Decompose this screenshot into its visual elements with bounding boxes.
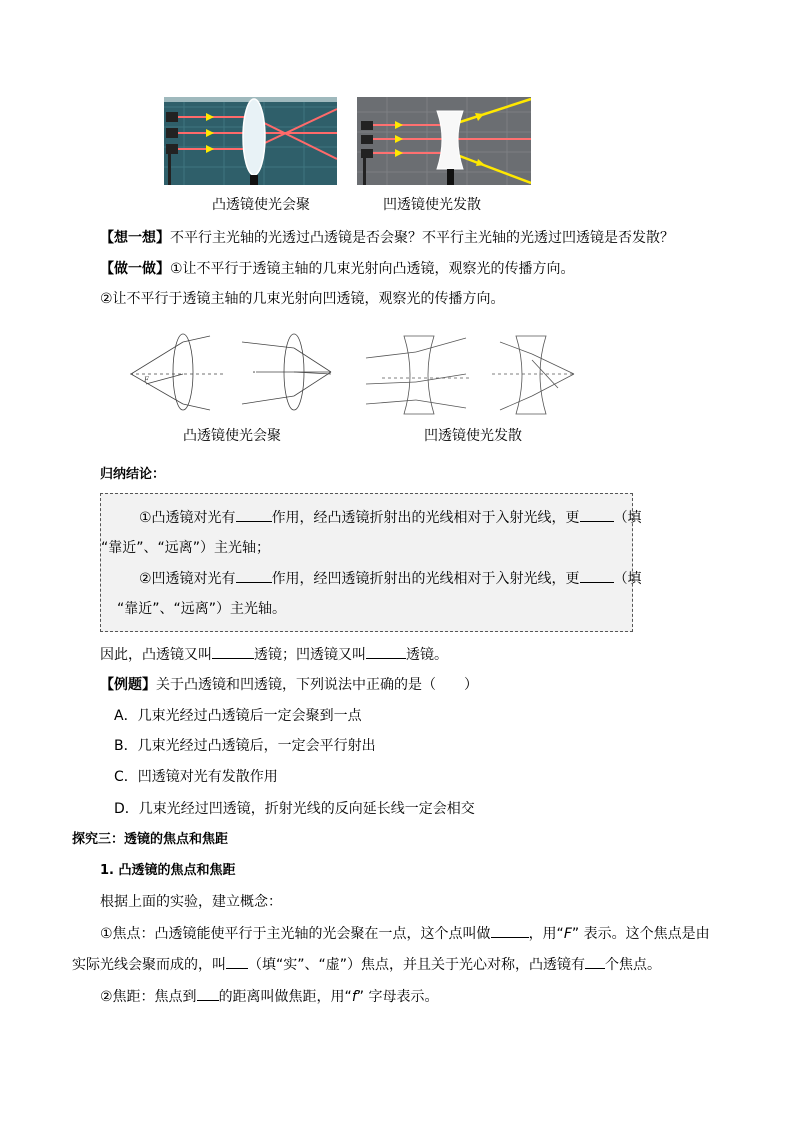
blank[interactable] (197, 986, 219, 1001)
focus-label: F (144, 376, 149, 384)
convex-photo-caption: 凸透镜使光会聚 (212, 197, 310, 213)
conclusion-line-3: ②凹透镜对光有 作用，经凹透镜折射出的光线相对于入射光线，更 （填 (139, 568, 642, 589)
blank[interactable] (491, 923, 529, 938)
conclusion-box (100, 493, 642, 632)
conclusion-line-2: “靠近”、“远离”）主光轴； (101, 540, 271, 556)
convex-ray-diagram (126, 330, 336, 415)
think-line (100, 228, 674, 248)
option-d: D．几束光经过凹透镜，折射光线的反向延长线一定会相交 (114, 801, 475, 817)
therefore-line: 因此，凸透镜又叫 透镜；凹透镜又叫 透镜。 (100, 644, 448, 665)
blank[interactable] (585, 954, 605, 969)
conclusion-line-4: “靠近”、“远离”）主光轴。 (117, 601, 287, 617)
concave-diagram-caption: 凹透镜使光发散 (424, 428, 522, 444)
think-text: 不平行主光轴的光透过凸透镜是否会聚？不平行主光轴的光透过凹透镜是否发散？ (170, 230, 674, 246)
option-a: A．几束光经过凸透镜后一定会聚到一点 (114, 708, 362, 724)
option-c: C．凹透镜对光有发散作用 (114, 769, 278, 785)
blank[interactable] (236, 507, 272, 522)
blank[interactable] (212, 644, 254, 659)
subsection-title: 1. 凸透镜的焦点和焦距 (100, 863, 236, 878)
conclusion-heading: 归纳结论： (100, 467, 166, 482)
example-question: 【例题】关于凸透镜和凹透镜，下列说法中正确的是（ ） (100, 677, 478, 693)
do-step-1: ①让不平行于透镜主轴的几束光射向凸透镜，观察光的传播方向。 (170, 261, 575, 277)
focal-length-line: ②焦距：焦点到 的距离叫做焦距，用“f” 字母表示。 (100, 986, 438, 1007)
blank[interactable] (580, 568, 614, 583)
intro-line: 根据上面的实验，建立概念： (100, 894, 282, 910)
do-tag: 【做一做】 (100, 261, 170, 277)
blank[interactable] (366, 644, 406, 659)
do-step-2: ②让不平行于透镜主轴的几束光射向凹透镜，观察光的传播方向。 (100, 291, 505, 307)
focus-line-1: ①焦点：凸透镜能使平行于主光轴的光会聚在一点，这个点叫做 ，用“F” 表示。这个焦点是由 (100, 923, 710, 944)
think-tag: 【想一想】 (100, 230, 170, 246)
focus-line-2: 实际光线会聚而成的，叫 （填“实”、“虚”）焦点，并且关于光心对称，凸透镜有 个焦点。 (72, 954, 661, 975)
blank[interactable] (226, 954, 248, 969)
concave-lens-photo (357, 97, 531, 185)
conclusion-line-1: ①凸透镜对光有 作用，经凸透镜折射出的光线相对于入射光线，更 （填 (139, 507, 642, 528)
convex-lens-photo (164, 97, 337, 185)
example-tag: 【例题】 (100, 677, 156, 693)
option-b: B．几束光经过凸透镜后，一定会平行射出 (114, 738, 376, 754)
convex-diagram-caption: 凸透镜使光会聚 (183, 428, 281, 444)
section-title: 探究三：透镜的焦点和焦距 (72, 832, 229, 847)
blank[interactable] (580, 507, 614, 522)
blank[interactable] (236, 568, 272, 583)
do-line-1 (100, 259, 575, 279)
concave-ray-diagram (362, 332, 578, 417)
concave-photo-caption: 凹透镜使光发散 (383, 197, 481, 213)
